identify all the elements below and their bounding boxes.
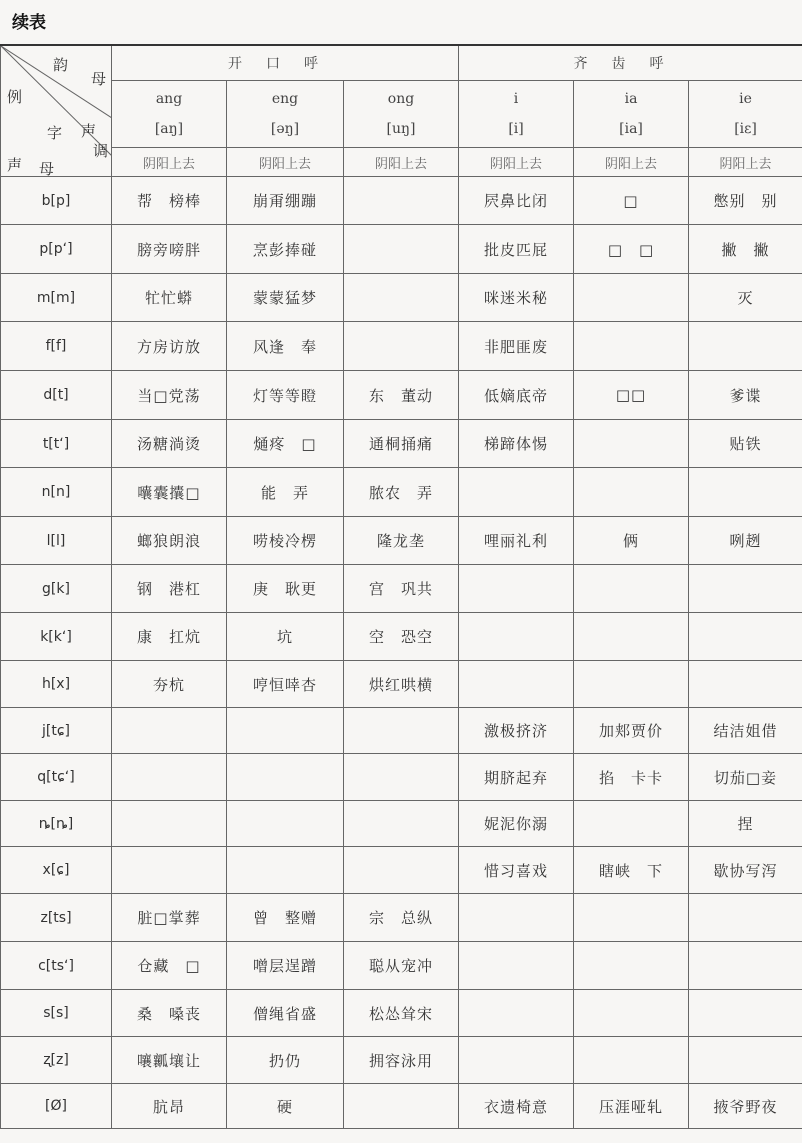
example-cell: 夯杭: [112, 661, 227, 708]
example-cell: 惜习喜戏: [459, 847, 574, 894]
example-cell: 牤忙蟒: [112, 274, 227, 322]
example-cell: 压涯哑轧: [574, 1084, 689, 1129]
example-cell: 灯等等瞪: [227, 371, 344, 420]
example-cell: 烘红哄横: [344, 661, 459, 708]
example-cell: [112, 754, 227, 801]
example-cell: [689, 613, 802, 661]
final-ipa: [uŋ]: [386, 121, 416, 137]
example-cell: [574, 1037, 689, 1084]
table-row: [1, 177, 802, 225]
initial-cell: ȵ[ȵ]: [1, 801, 112, 847]
initial-cell: t[tʻ]: [1, 420, 112, 468]
example-cell: 僧绳省盛: [227, 990, 344, 1037]
example-cell: [689, 942, 802, 990]
example-cell: 低嫡底帝: [459, 371, 574, 420]
tone-header: 阴阳上去: [574, 148, 689, 177]
example-cell: 屄鼻比闭: [459, 177, 574, 225]
example-cell: 激极挤济: [459, 708, 574, 754]
example-cell: 撇 撇: [689, 225, 802, 274]
example-cell: 结洁姐借: [689, 708, 802, 754]
example-cell: [344, 847, 459, 894]
table-row: [1, 661, 802, 708]
example-cell: [344, 754, 459, 801]
initial-cell: s[s]: [1, 990, 112, 1037]
initial-cell: j[tɕ]: [1, 708, 112, 754]
example-cell: 方房访放: [112, 322, 227, 371]
example-cell: □ □: [574, 225, 689, 274]
example-cell: 熥疼 □: [227, 420, 344, 468]
example-cell: 捏: [689, 801, 802, 847]
example-cell: 崩甭绷蹦: [227, 177, 344, 225]
example-cell: 唠棱冷楞: [227, 517, 344, 565]
example-cell: [689, 468, 802, 517]
initial-cell: z[ts]: [1, 894, 112, 942]
example-cell: 贴铁: [689, 420, 802, 468]
initial-cell: d[t]: [1, 371, 112, 420]
example-cell: 囔囊攮□: [112, 468, 227, 517]
example-cell: 瞎峡 下: [574, 847, 689, 894]
example-cell: 批皮匹屁: [459, 225, 574, 274]
initial-cell: p[pʻ]: [1, 225, 112, 274]
tone-header: 阴阳上去: [227, 148, 344, 177]
corner-label-diao: 调: [93, 142, 109, 160]
example-cell: 扔仍: [227, 1037, 344, 1084]
corner-label-yun: 韵: [53, 56, 69, 74]
example-cell: 嚷瓤壤让: [112, 1037, 227, 1084]
initial-cell: q[tɕʻ]: [1, 754, 112, 801]
initial-cell: k[kʻ]: [1, 613, 112, 661]
example-cell: 哩丽礼利: [459, 517, 574, 565]
example-cell: [344, 274, 459, 322]
example-cell: 咧趔: [689, 517, 802, 565]
example-cell: 能 弄: [227, 468, 344, 517]
example-cell: [459, 565, 574, 613]
example-cell: [459, 613, 574, 661]
example-cell: 膀旁嗙胖: [112, 225, 227, 274]
final-ipa: [i]: [508, 121, 524, 137]
initial-cell: x[ɕ]: [1, 847, 112, 894]
example-cell: [344, 801, 459, 847]
initial-cell: ʐ[z]: [1, 1037, 112, 1084]
example-cell: [227, 847, 344, 894]
example-cell: □: [574, 177, 689, 225]
example-cell: 桑 嗓丧: [112, 990, 227, 1037]
example-cell: 爹谍: [689, 371, 802, 420]
initial-cell: [Ø]: [1, 1084, 112, 1129]
group-header-kaikou: 开口呼: [112, 45, 459, 81]
example-cell: [574, 468, 689, 517]
example-cell: [574, 420, 689, 468]
initial-cell: c[tsʻ]: [1, 942, 112, 990]
final-ipa: [aŋ]: [154, 121, 184, 137]
example-cell: 咪迷米秘: [459, 274, 574, 322]
initial-cell: h[x]: [1, 661, 112, 708]
example-cell: [574, 894, 689, 942]
example-cell: 汤糖淌烫: [112, 420, 227, 468]
example-cell: [689, 565, 802, 613]
tone-header: 阴阳上去: [459, 148, 574, 177]
example-cell: [689, 1037, 802, 1084]
example-cell: 钢 港杠: [112, 565, 227, 613]
example-cell: 烹彭捧碰: [227, 225, 344, 274]
corner-label-li: 例: [7, 88, 23, 106]
example-cell: 宫 巩共: [344, 565, 459, 613]
header-corner: [1, 45, 112, 177]
table-row: [1, 371, 802, 420]
example-cell: 加郏贾价: [574, 708, 689, 754]
example-cell: 松怂耸宋: [344, 990, 459, 1037]
example-cell: [112, 708, 227, 754]
final-ipa: [ia]: [619, 121, 643, 137]
example-cell: [689, 322, 802, 371]
example-cell: [227, 708, 344, 754]
example-cell: 曾 整赠: [227, 894, 344, 942]
example-cell: [344, 1084, 459, 1129]
corner-label-zi: 字: [47, 124, 63, 142]
example-cell: 非肥匪废: [459, 322, 574, 371]
table-row: [1, 754, 802, 801]
table-body: [1, 177, 802, 1129]
table-row: [1, 801, 802, 847]
example-cell: 蒙蒙猛梦: [227, 274, 344, 322]
example-cell: 当□党荡: [112, 371, 227, 420]
example-cell: [344, 225, 459, 274]
page-title: 续表: [12, 13, 46, 33]
example-cell: 衣遗椅意: [459, 1084, 574, 1129]
example-cell: [459, 990, 574, 1037]
corner-label-mu-top: 母: [91, 70, 107, 88]
table-row: [1, 517, 802, 565]
table-row: [1, 847, 802, 894]
example-cell: 通桐捅痛: [344, 420, 459, 468]
example-cell: [574, 322, 689, 371]
example-cell: [689, 661, 802, 708]
final-latin: ang: [155, 91, 183, 107]
example-cell: [574, 661, 689, 708]
example-cell: 歇协写泻: [689, 847, 802, 894]
example-cell: 螂狼朗浪: [112, 517, 227, 565]
example-cell: 庚 耿更: [227, 565, 344, 613]
example-cell: 憋别 别: [689, 177, 802, 225]
tone-header: 阴阳上去: [112, 148, 227, 177]
example-cell: 哼恒啈杏: [227, 661, 344, 708]
example-cell: 拥容泳用: [344, 1037, 459, 1084]
example-cell: 脓农 弄: [344, 468, 459, 517]
example-cell: [344, 322, 459, 371]
initial-cell: f[f]: [1, 322, 112, 371]
final-header: [689, 81, 802, 148]
example-cell: 宗 总纵: [344, 894, 459, 942]
table-row: [1, 942, 802, 990]
final-latin: eng: [271, 91, 299, 107]
example-cell: 俩: [574, 517, 689, 565]
example-cell: 帮 榜棒: [112, 177, 227, 225]
table-row: [1, 322, 802, 371]
example-cell: 切茄□妾: [689, 754, 802, 801]
example-cell: [459, 894, 574, 942]
example-cell: [574, 565, 689, 613]
example-cell: [344, 177, 459, 225]
table-row: [1, 613, 802, 661]
corner-label-mu-bottom: 母: [39, 160, 55, 177]
example-cell: 妮泥你溺: [459, 801, 574, 847]
example-cell: [344, 708, 459, 754]
example-cell: 肮昂: [112, 1084, 227, 1129]
table-row: [1, 420, 802, 468]
initial-cell: l[l]: [1, 517, 112, 565]
example-cell: [459, 661, 574, 708]
example-cell: [574, 274, 689, 322]
example-cell: [459, 942, 574, 990]
final-header: [459, 81, 574, 148]
table-row: [1, 894, 802, 942]
initial-cell: b[p]: [1, 177, 112, 225]
example-cell: [459, 468, 574, 517]
final-header: [574, 81, 689, 148]
initial-cell: m[m]: [1, 274, 112, 322]
example-cell: 仓藏 □: [112, 942, 227, 990]
table-row: [1, 274, 802, 322]
initial-cell: n[n]: [1, 468, 112, 517]
final-header: [227, 81, 344, 148]
example-cell: 脏□掌葬: [112, 894, 227, 942]
example-cell: 聪从宠冲: [344, 942, 459, 990]
example-cell: 坑: [227, 613, 344, 661]
initial-cell: g[k]: [1, 565, 112, 613]
example-cell: □□: [574, 371, 689, 420]
final-latin: ong: [387, 91, 415, 107]
example-cell: [227, 801, 344, 847]
corner-label-sheng: 声: [7, 156, 23, 174]
table-row: [1, 708, 802, 754]
table-row: [1, 990, 802, 1037]
table-row: [1, 1037, 802, 1084]
example-cell: 噌层逞蹭: [227, 942, 344, 990]
final-ipa: [iε]: [734, 121, 757, 137]
example-cell: 梯蹄体惕: [459, 420, 574, 468]
example-cell: [574, 801, 689, 847]
table-row: [1, 565, 802, 613]
example-cell: 掐 卡卡: [574, 754, 689, 801]
final-latin: i: [513, 91, 519, 107]
example-cell: 期脐起弃: [459, 754, 574, 801]
group-header-qichi: 齐齿呼: [459, 45, 802, 81]
example-cell: [574, 613, 689, 661]
syllable-table: [0, 44, 802, 1129]
final-latin: ie: [739, 91, 752, 107]
example-cell: 灭: [689, 274, 802, 322]
table-row: [1, 225, 802, 274]
example-cell: 东 董动: [344, 371, 459, 420]
example-cell: [112, 801, 227, 847]
final-latin: ia: [624, 91, 638, 107]
final-header: [344, 81, 459, 148]
example-cell: [227, 754, 344, 801]
table-row: [1, 468, 802, 517]
final-header: [112, 81, 227, 148]
example-cell: [459, 1037, 574, 1084]
example-cell: 掖爷野夜: [689, 1084, 802, 1129]
example-cell: [689, 990, 802, 1037]
example-cell: 隆龙垄: [344, 517, 459, 565]
example-cell: [574, 942, 689, 990]
example-cell: 空 恐空: [344, 613, 459, 661]
tone-header: 阴阳上去: [344, 148, 459, 177]
corner-label-sheng-tone: 声: [81, 122, 97, 140]
example-cell: 硬: [227, 1084, 344, 1129]
example-cell: 风逢 奉: [227, 322, 344, 371]
example-cell: 康 扛炕: [112, 613, 227, 661]
table-row: [1, 1084, 802, 1129]
example-cell: [689, 894, 802, 942]
example-cell: [112, 847, 227, 894]
example-cell: [574, 990, 689, 1037]
final-ipa: [əŋ]: [270, 121, 300, 137]
tone-header: 阴阳上去: [689, 148, 802, 177]
